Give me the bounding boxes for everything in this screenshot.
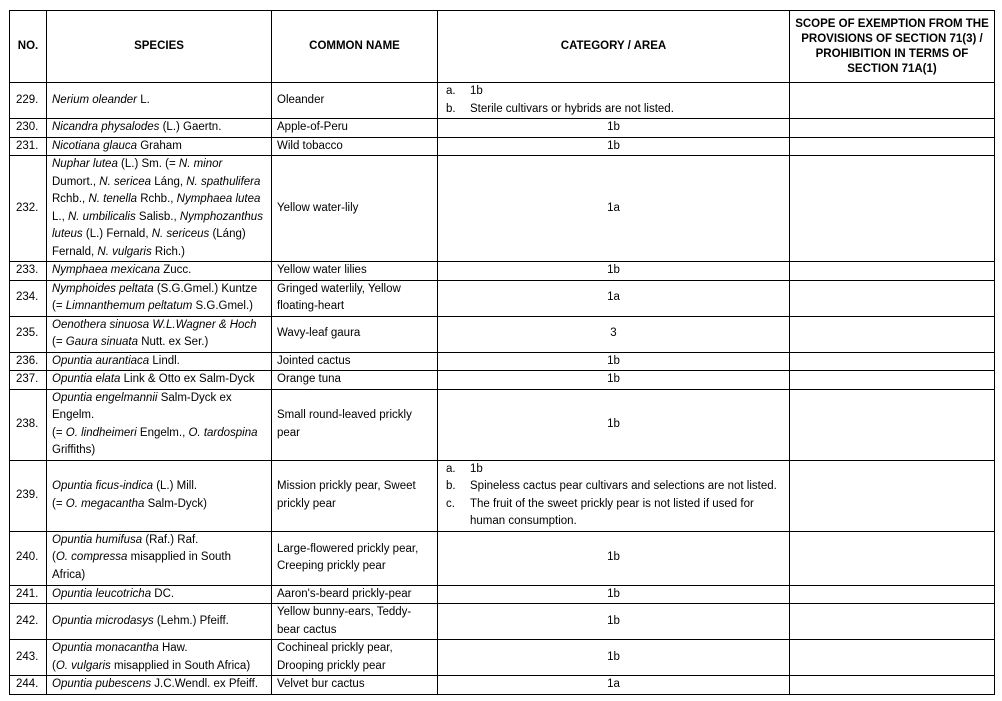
common-name-cell: Cochineal prickly pear, Drooping prickly pear [272,640,438,676]
species-cell [47,119,272,138]
synonym-prefix: ( [52,551,56,564]
table-row [10,531,995,585]
row-number: 244. [10,676,47,695]
row-number: 240. [10,531,47,585]
synonym-name-italic: O. tardospina [188,426,258,439]
species-author: (Raf.) Raf. [142,533,199,546]
category-cell: 1a [438,156,790,262]
table-row [10,640,995,676]
common-name-cell: Jointed cactus [272,352,438,371]
species-author: DC. [151,587,175,600]
common-name-cell: Yellow bunny-ears, Teddy-bear cactus [272,604,438,640]
list-marker: b. [446,102,456,115]
category-cell: 1b [438,262,790,281]
row-number: 238. [10,389,47,460]
table-row [10,352,995,371]
category-list-item [446,478,784,496]
row-number: 232. [10,156,47,262]
synonym-name-italic: O. lindheimeri [65,426,137,439]
species-name-italic: Opuntia humifusa [52,533,143,546]
species-cell [47,137,272,156]
table-row [10,83,995,119]
category-cell: 1b [438,389,790,460]
row-number: 231. [10,137,47,156]
species-cell [47,585,272,604]
scope-cell [790,156,995,262]
category-cell: 1b [438,531,790,585]
table-row [10,371,995,390]
species-author: Salisb., [135,210,180,223]
species-author: L., [52,210,68,223]
synonym-name-italic: Gaura sinuata [65,336,138,348]
common-name-cell: Yellow water lilies [272,262,438,281]
scope-cell [790,640,995,676]
species-name-italic: N. spathulifera [186,175,261,188]
scope-cell [790,676,995,695]
header-no: NO. [10,11,47,83]
synonym-author: Engelm., [136,426,189,439]
category-cell: 1b [438,119,790,138]
row-number: 235. [10,316,47,352]
common-name-cell: Wild tobacco [272,137,438,156]
row-number: 236. [10,352,47,371]
row-number: 237. [10,371,47,390]
synonym-prefix: (= [52,426,66,439]
table-row [10,119,995,138]
common-name-cell: Small round-leaved prickly pear [272,389,438,460]
species-author: Haw. [158,642,188,654]
common-name-cell: Wavy-leaf gaura [272,316,438,352]
category-list-item [446,83,784,101]
scope-cell [790,531,995,585]
category-cell: 1b [438,585,790,604]
synonym-name-italic: O. vulgaris [55,659,111,672]
table-row [10,676,995,695]
category-cell: 1a [438,676,790,695]
list-text: 1b [470,462,483,475]
table-row [10,604,995,640]
header-scope: SCOPE OF EXEMPTION FROM THE PROVISIONS OF SECTION 71(3) / PROHIBITION IN TERMS OF SECTION 71A(1) [790,11,995,83]
species-cell [47,371,272,390]
species-name-italic: Nuphar lutea [52,158,118,170]
species-name-italic: Nymphaea lutea [176,193,261,205]
row-number: 233. [10,262,47,281]
species-cell [47,604,272,640]
synonym-author: Salm-Dyck) [144,497,208,510]
species-cell [47,316,272,352]
synonym-prefix: (= [52,336,66,348]
species-cell [47,156,272,262]
species-author: Rich.) [151,245,185,258]
scope-cell [790,83,995,119]
species-name-italic: Opuntia pubescens [52,678,152,690]
scope-cell [790,316,995,352]
common-name-cell: Mission prickly pear, Sweet prickly pear [272,460,438,531]
species-author: (L.) Mill. [153,480,198,492]
species-table [9,10,995,695]
common-name-cell: Gringed waterlily, Yellow floating-heart [272,280,438,316]
species-author: J.C.Wendl. ex Pfeiff. [151,678,259,690]
list-marker: b. [446,480,456,492]
synonym-name-italic: Limnanthemum peltatum [65,300,193,312]
species-author: (L.) Gaertn. [159,121,222,133]
category-cell: 1b [438,371,790,390]
species-name-italic: N. tenella [88,193,138,205]
scope-cell [790,137,995,156]
species-name-italic: N. minor [178,158,223,170]
species-author: Dumort., [52,175,100,188]
species-name-italic: N. sericea [99,175,152,188]
scope-cell [790,352,995,371]
species-author: Láng, [151,175,187,188]
species-name-italic: Oenothera sinuosa W.L.Wagner & Hoch [52,318,257,331]
species-name-italic: N. sericeus [151,228,210,240]
species-cell [47,389,272,460]
species-name-italic: Opuntia leucotricha [52,587,152,600]
species-name-italic: Nicandra physalodes [52,121,160,133]
category-cell: 1b [438,352,790,371]
row-number: 242. [10,604,47,640]
species-cell [47,352,272,371]
synonym-name-italic: O. megacantha [65,497,145,510]
table-row [10,585,995,604]
table-row [10,280,995,316]
species-cell [47,460,272,531]
species-author: Graham [137,139,182,152]
category-cell: 1b [438,137,790,156]
species-name-italic: Nerium oleander [52,93,138,106]
synonym-prefix: (= [52,300,66,312]
table-row [10,137,995,156]
list-text: Spineless cactus pear cultivars and selections are not listed. [470,480,777,492]
species-author: Rchb., [52,193,89,205]
species-name-italic: Nymphozanthus luteus [52,210,263,240]
synonym-author: Griffiths) [52,444,96,456]
header-species: SPECIES [47,11,272,83]
species-author: Rchb., [137,193,177,205]
category-list-item [446,101,784,119]
category-cell [438,83,790,119]
species-name-italic: N. vulgaris [97,245,152,258]
synonym-name-italic: O. compressa [55,551,128,564]
header-common-name: COMMON NAME [272,11,438,83]
row-number: 229. [10,83,47,119]
species-name-italic: Opuntia engelmannii [52,391,158,404]
table-row [10,316,995,352]
species-author: (L.) Sm. (= [117,158,179,170]
scope-cell [790,604,995,640]
row-number: 241. [10,585,47,604]
header-row [10,11,995,83]
category-list-item [446,496,784,531]
species-name-italic: Opuntia monacantha [52,642,159,654]
scope-cell [790,371,995,390]
species-name-italic: Nymphoides peltata [52,282,154,295]
species-author: Salm-Dyck ex Engelm. [52,391,232,421]
scope-cell [790,389,995,460]
species-author: (L.) Fernald, [82,228,152,240]
common-name-cell: Yellow water-lily [272,156,438,262]
species-name-italic: Nicotiana glauca [52,139,138,152]
common-name-cell: Velvet bur cactus [272,676,438,695]
species-name-italic: Opuntia elata [52,373,121,385]
species-cell [47,280,272,316]
species-cell [47,531,272,585]
row-number: 234. [10,280,47,316]
list-text: Sterile cultivars or hybrids are not listed. [470,102,674,115]
category-list-item [446,461,784,479]
synonym-author: misapplied in South Africa) [110,659,251,672]
list-marker: a. [446,85,456,97]
table-row [10,389,995,460]
category-cell: 1a [438,280,790,316]
species-cell [47,262,272,281]
category-cell: 1b [438,604,790,640]
species-author: (Láng) Fernald, [52,228,246,258]
species-cell [47,83,272,119]
synonym-prefix: (= [52,497,66,510]
table-row [10,262,995,281]
list-text: 1b [470,85,483,97]
category-cell: 1b [438,640,790,676]
category-cell: 3 [438,316,790,352]
list-text: The fruit of the sweet prickly pear is not listed if used for human consumption. [470,497,754,527]
common-name-cell: Aaron's-beard prickly-pear [272,585,438,604]
synonym-prefix: ( [52,659,56,672]
scope-cell [790,119,995,138]
species-cell [47,676,272,695]
species-cell [47,640,272,676]
scope-cell [790,585,995,604]
table-row [10,156,995,262]
species-name-italic: Opuntia ficus-indica [52,480,153,492]
common-name-cell: Large-flowered prickly pear, Creeping prickly pear [272,531,438,585]
synonym-author: misapplied in South Africa) [52,551,231,581]
species-name-italic: N. umbilicalis [67,210,136,223]
scope-cell [790,280,995,316]
species-name-italic: Opuntia microdasys [52,614,154,627]
species-author: (S.G.Gmel.) Kuntze [153,282,258,295]
species-author: Lindl. [149,354,180,367]
species-author: L. [137,93,150,106]
row-number: 230. [10,119,47,138]
list-marker: a. [446,462,456,475]
header-category: CATEGORY / AREA [438,11,790,83]
scope-cell [790,460,995,531]
species-name-italic: Nymphaea mexicana [52,264,161,276]
species-author: Link & Otto ex Salm-Dyck [120,373,255,385]
common-name-cell: Orange tuna [272,371,438,390]
table-row [10,460,995,531]
row-number: 239. [10,460,47,531]
species-author: Zucc. [160,264,192,276]
scope-cell [790,262,995,281]
synonym-author: Nutt. ex Ser.) [138,336,209,348]
category-cell [438,460,790,531]
common-name-cell: Apple-of-Peru [272,119,438,138]
species-author: (Lehm.) Pfeiff. [153,614,229,627]
synonym-author: S.G.Gmel.) [192,300,254,312]
list-marker: c. [446,497,455,510]
row-number: 243. [10,640,47,676]
common-name-cell: Oleander [272,83,438,119]
table-body [10,83,995,695]
species-name-italic: Opuntia aurantiaca [52,354,150,367]
